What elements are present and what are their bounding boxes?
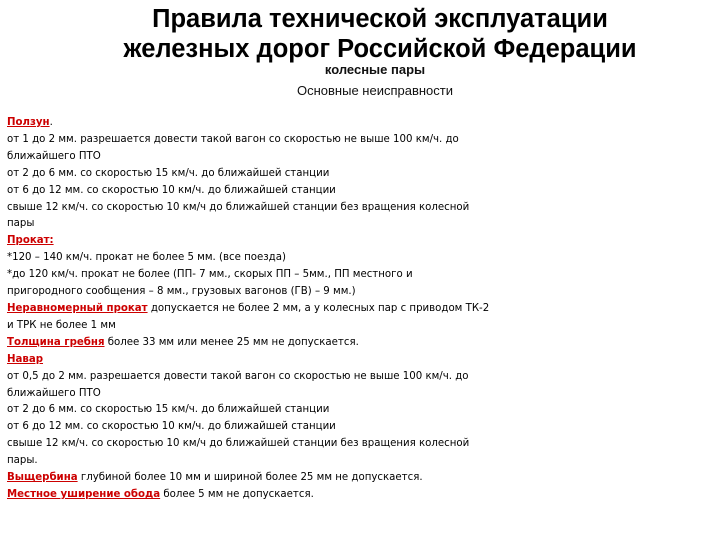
- greben-rest: более 33 мм или менее 25 мм не допускается.: [104, 336, 359, 348]
- navar-head: Навар: [7, 353, 44, 365]
- navar-line-2: ближайшего ПТО: [7, 387, 101, 399]
- navar-line-6: пары.: [7, 455, 38, 467]
- ushirenie-head: Местное уширение обода: [7, 488, 161, 500]
- ushirenie-rest: более 5 мм не допускается.: [160, 488, 314, 500]
- navar-line-5: свыше 12 км/ч. со скоростью 10 км/ч до ближайшей станции без вращения колесной: [7, 438, 470, 450]
- neravn-rest: допускается не более 2 мм, а у колесных пар с приводом ТК-2: [147, 302, 490, 314]
- polzun-line-3: от 2 до 6 мм. со скоростью 15 км/ч. до ближайшей станции: [7, 167, 330, 179]
- subtitle-block: [230, 61, 520, 99]
- title-line-2: железных дорог Российской Федерации: [123, 35, 637, 63]
- subtitle: колесные пары: [324, 62, 426, 77]
- vyshcherbina-head: Выщербина: [7, 472, 78, 484]
- prokat-line-3: пригородного сообщения – 8 мм., грузовых вагонов (ГВ) – 9 мм.): [7, 286, 356, 298]
- section-navar-heading: [7, 352, 527, 369]
- prokat-head: Прокат:: [7, 235, 54, 247]
- polzun-line-4: от 6 до 12 мм. со скоростью 10 км/ч. до ближайшей станции: [7, 184, 336, 196]
- polzun-dot: .: [49, 117, 53, 128]
- polzun-line-6: пары: [7, 218, 35, 230]
- polzun-line-2: ближайшего ПТО: [7, 150, 101, 162]
- section-polzun-heading: [7, 115, 527, 132]
- section-prokat-heading: [7, 233, 527, 250]
- section-neravn: [7, 301, 527, 318]
- neravn-head: Неравномерный прокат: [7, 302, 148, 314]
- subtitle-secondary: Основные неисправности: [297, 83, 453, 98]
- section-greben: [7, 335, 527, 352]
- navar-line-1: от 0,5 до 2 мм. разрешается довести такой вагон со скоростью не выше 100 км/ч. до: [7, 370, 469, 382]
- prokat-line-2: *до 120 км/ч. прокат не более (ПП- 7 мм., скорых ПП – 5мм., ПП местного и: [7, 269, 413, 281]
- neravn-line-2: и ТРК не более 1 мм: [7, 319, 116, 331]
- polzun-line-1: от 1 до 2 мм. разрешается довести такой вагон со скоростью не выше 100 км/ч. до: [7, 133, 459, 145]
- polzun-line-5: свыше 12 км/ч. со скоростью 10 км/ч до ближайшей станции без вращения колесной: [7, 201, 470, 213]
- navar-line-4: от 6 до 12 мм. со скоростью 10 км/ч. до ближайшей станции: [7, 421, 336, 433]
- polzun-head: Ползун: [7, 117, 50, 128]
- section-vyshcherbina: [7, 470, 527, 487]
- greben-head: Толщина гребня: [7, 336, 105, 348]
- page-title: [60, 4, 700, 64]
- title-line-1: Правила технической эксплуатации: [152, 5, 608, 33]
- prokat-line-1: *120 – 140 км/ч. прокат не более 5 мм. (все поезда): [7, 252, 286, 264]
- defects-list: [7, 115, 527, 504]
- section-ushirenie: [7, 487, 527, 504]
- vyshcherbina-rest: глубиной более 10 мм и шириной более 25 мм не допускается.: [77, 472, 423, 484]
- navar-line-3: от 2 до 6 мм. со скоростью 15 км/ч. до ближайшей станции: [7, 404, 330, 416]
